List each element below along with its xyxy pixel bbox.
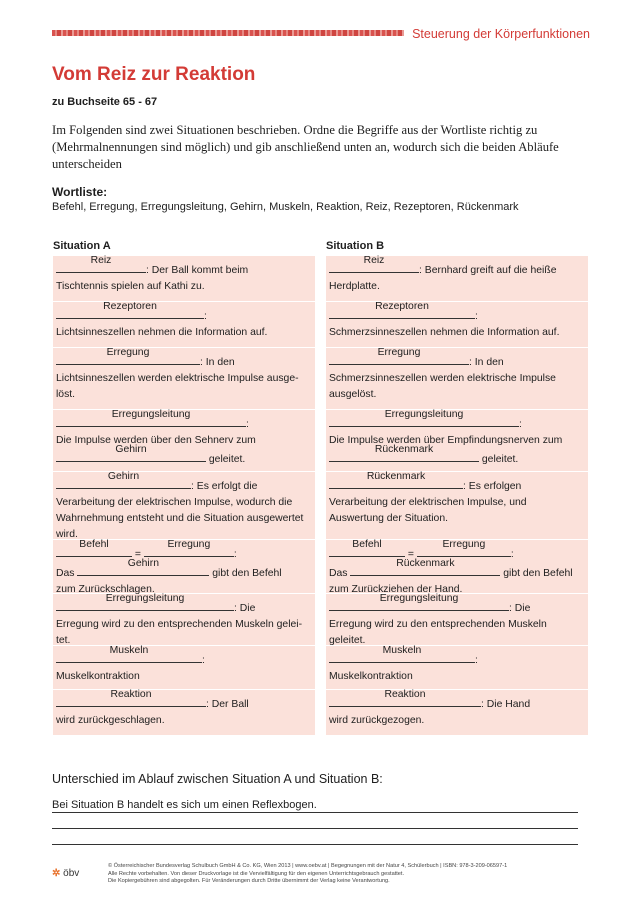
step-box (53, 690, 315, 736)
answer-text: Erregungsleitung (384, 409, 464, 420)
page-subtitle: zu Buchseite 65 - 67 (52, 96, 158, 108)
step-text: : (475, 311, 478, 322)
step-text: ausgelöst. (329, 389, 377, 400)
difference-question: Unterschied im Ablauf zwischen Situation A und Situation B: (52, 772, 383, 786)
step-text: Lichtsinneszellen nehmen die Information auf. (56, 327, 268, 338)
step-text: : Die (234, 603, 256, 614)
answer-text: Rückenmark (396, 558, 455, 569)
step-text: Schmerzsinneszellen nehmen die Information auf. (329, 327, 560, 338)
step-box (53, 540, 315, 594)
step-text: zum Zurückziehen der Hand. (329, 584, 463, 595)
section-title: Steuerung der Körperfunktionen (412, 27, 590, 41)
wordlist-text: Befehl, Erregung, Erregungsleitung, Gehirn, Muskeln, Reaktion, Reiz, Rezeptoren, Rückenmark (52, 201, 519, 213)
answer-text: Rezeptoren (103, 301, 157, 312)
answer-text: Befehl (79, 539, 109, 550)
answer-text: Erregung (377, 347, 421, 358)
answer-blank[interactable] (56, 593, 234, 611)
answer-blank[interactable] (56, 409, 246, 427)
step-text: Verarbeitung der elektrischen Impulse, wodurch die (56, 497, 293, 508)
answer-blank[interactable] (329, 539, 405, 557)
step-text: löst. (56, 389, 76, 400)
step-box (53, 472, 315, 540)
answer-line (52, 812, 578, 813)
step-text: : (475, 655, 478, 666)
answer-blank[interactable] (144, 539, 234, 557)
answer-text: Muskeln (109, 645, 149, 656)
answer-blank[interactable] (77, 558, 209, 576)
answer-text: Reaktion (110, 689, 152, 700)
step-text: : Der Ball kommt beim (146, 265, 249, 276)
step-box (326, 256, 588, 302)
step-box (53, 594, 315, 646)
answer-blank[interactable] (56, 301, 204, 319)
step-text: Schmerzsinneszellen werden elektrische Impulse (329, 373, 556, 384)
step-box (53, 302, 315, 348)
answer-blank[interactable] (56, 689, 206, 707)
step-text: : Bernhard greift auf die heiße (419, 265, 557, 276)
publisher-logo-text: öbv (63, 868, 80, 879)
step-text: Die Impulse werden über den Sehnerv zum (56, 435, 256, 446)
step-text: Herdplatte. (329, 281, 380, 292)
step-box (326, 594, 588, 646)
step-text: tet. (56, 635, 71, 646)
step-text: : Es erfolgen (463, 481, 522, 492)
answer-blank[interactable] (56, 347, 200, 365)
intro-text: Im Folgenden sind zwei Situationen beschrieben. Ordne die Begriffe aus der Wortliste richtig zu (Mehrmalnennungen sind möglich) und gib anschließend unten an, wodurch sich die beiden Abläufe unterscheiden (52, 123, 559, 171)
step-box (326, 410, 588, 472)
step-box (53, 410, 315, 472)
answer-blank[interactable] (56, 471, 191, 489)
step-text: : Die (509, 603, 531, 614)
situation-a-label: Situation A (53, 240, 111, 252)
equals-sign: = (407, 549, 414, 560)
answer-text: Gehirn (107, 471, 140, 482)
header-decoration-bar (52, 30, 404, 36)
step-text: wird zurückgeschlagen. (56, 715, 165, 726)
answer-blank[interactable] (417, 539, 511, 557)
answer-blank[interactable] (56, 539, 132, 557)
answer-blank[interactable] (329, 471, 463, 489)
footer-line: Alle Rechte vorbehalten. Von dieser Druckvorlage ist die Vervielfältigung für den eigenen Unterrichtsgebrauch gestattet. (108, 870, 405, 877)
step-text: Wahrnehmung entsteht und die Situation ausgewertet (56, 513, 304, 524)
step-text: geleitet. (479, 454, 519, 465)
footer-line: © Österreichischer Bundesverlag Schulbuch GmbH & Co. KG, Wien 2013 | www.oebv.at | Begegnungen mit der Natur 4, Schülerbuch | ISBN: 978-3-209-06597-1 (108, 863, 508, 869)
step-text: : (246, 419, 249, 430)
step-text: gibt den Befehl (209, 568, 282, 579)
difference-answer[interactable]: Bei Situation B handelt es sich um einen Reflexbogen. (52, 799, 317, 811)
answer-blank[interactable] (56, 645, 202, 663)
step-text: wird zurückgezogen. (329, 715, 425, 726)
step-text: zum Zurückschlagen. (56, 584, 155, 595)
answer-text: Erregung (106, 347, 150, 358)
step-text: : Die Hand (481, 699, 531, 710)
footer-copyright (108, 863, 598, 886)
step-text: : In den (469, 357, 504, 368)
step-text: : In den (200, 357, 235, 368)
answer-text: Erregungsleitung (111, 409, 191, 420)
answer-blank[interactable] (329, 409, 519, 427)
step-box (53, 256, 315, 302)
answer-line (52, 828, 578, 829)
step-text: geleitet. (206, 454, 246, 465)
step-text: Muskelkontraktion (329, 671, 413, 682)
step-text: Tischtennis spielen auf Kathi zu. (56, 281, 205, 292)
answer-blank[interactable] (56, 444, 206, 462)
answer-line (52, 844, 578, 845)
answer-text: Rezeptoren (375, 301, 429, 312)
wordlist-title: Wortliste: (52, 185, 108, 199)
step-text: gibt den Befehl (500, 568, 573, 579)
step-text: Lichtsinneszellen werden elektrische Impulse ausge- (56, 373, 299, 384)
answer-blank[interactable] (329, 593, 509, 611)
answer-text: Erregung (167, 539, 211, 550)
step-box (326, 540, 588, 594)
answer-blank[interactable] (329, 645, 475, 663)
step-box (326, 472, 588, 540)
step-text: : (204, 311, 207, 322)
answer-text: Reaktion (384, 689, 426, 700)
situation-a-column (53, 256, 315, 736)
step-text: wird. (56, 529, 78, 540)
step-text: Erregung wird zu den entsprechenden Muskeln gelei- (56, 619, 303, 630)
answer-blank[interactable] (350, 558, 500, 576)
step-box (326, 646, 588, 690)
step-box (326, 302, 588, 348)
answer-text: Gehirn (115, 444, 147, 455)
footer-line: Die Kopiergebühren sind abgegolten. Für Veränderungen durch Dritte übernimmt der Verlag keine Verantwortung. (108, 878, 390, 885)
answer-text: Muskeln (382, 645, 422, 656)
answer-text: Rückenmark (366, 471, 426, 482)
step-text: Auswertung der Situation. (329, 513, 448, 524)
page-title: Vom Reiz zur Reaktion (52, 64, 256, 85)
publisher-logo-icon: ✲ (52, 868, 61, 879)
step-text: Das (329, 568, 351, 579)
step-text: : Der Ball (206, 699, 249, 710)
answer-blank[interactable] (329, 444, 479, 462)
equals-sign: = (134, 549, 141, 560)
answer-text: Reiz (90, 255, 112, 266)
step-text: Die Impulse werden über Empfindungsnerven zum (329, 435, 563, 446)
answer-text: Rückenmark (374, 444, 434, 455)
step-box (53, 646, 315, 690)
answer-blank[interactable] (329, 689, 481, 707)
answer-blank[interactable] (56, 255, 146, 273)
step-box (326, 690, 588, 736)
step-text: : (519, 419, 522, 430)
answer-text: Erregungsleitung (105, 593, 185, 604)
situation-b-column (326, 256, 588, 736)
answer-text: Erregungsleitung (379, 593, 459, 604)
answer-text: Befehl (352, 539, 382, 550)
step-text: Das (56, 568, 78, 579)
answer-text: Erregung (442, 539, 486, 550)
step-text: : (233, 549, 237, 560)
publisher-logo (52, 868, 79, 879)
answer-blank[interactable] (329, 255, 419, 273)
step-text: geleitet. (329, 635, 366, 646)
step-text: Erregung wird zu den entsprechenden Muskeln (329, 619, 547, 630)
step-text: : Es erfolgt die (191, 481, 258, 492)
answer-blank[interactable] (329, 347, 469, 365)
answer-text: Gehirn (127, 558, 159, 569)
situation-b-label: Situation B (326, 240, 385, 252)
step-text: : (202, 655, 205, 666)
step-text: : (510, 549, 514, 560)
answer-blank[interactable] (329, 301, 475, 319)
step-text: Muskelkontraktion (56, 671, 140, 682)
answer-text: Reiz (363, 255, 385, 266)
step-text: Verarbeitung der elektrischen Impulse, und (329, 497, 527, 508)
step-box (326, 348, 588, 410)
step-box (53, 348, 315, 410)
